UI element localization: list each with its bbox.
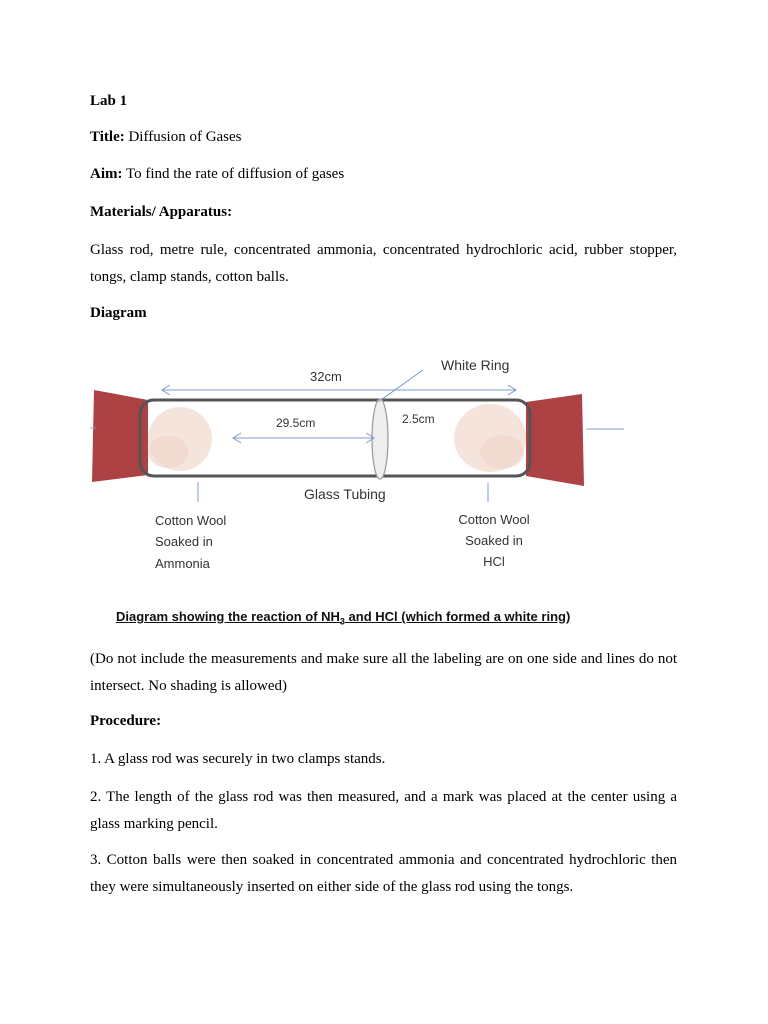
procedure-step-2: 2. The length of the glass rod was then measured, and a mark was placed at the center using a glass marking pencil. (90, 789, 677, 832)
aim-value: To find the rate of diffusion of gases (122, 166, 345, 182)
diagram-note: (Do not include the measurements and make sure all the labeling are on one side and lines do not intersect. No shading is allowed) (90, 651, 677, 694)
diagram-heading: Diagram (90, 305, 147, 321)
left-cotton-wool-shade (148, 436, 188, 468)
left-distance-label: 29.5cm (276, 416, 316, 430)
left-wool-label-3: Ammonia (155, 556, 210, 571)
caption-subscript: 3 (339, 616, 345, 627)
materials-text: Glass rod, metre rule, concentrated ammonia, concentrated hydrochloric acid, rubber stopper, tongs, clamp stands, cotton balls. (90, 242, 677, 285)
materials-heading: Materials/ Apparatus: (90, 204, 233, 220)
procedure-step-3: 3. Cotton balls were then soaked in concentrated ammonia and concentrated hydrochloric then they were simultaneously inserted on either side of the glass rod using the tongs. (90, 852, 677, 895)
white-ring-pointer (378, 370, 423, 402)
glass-tubing-label: Glass Tubing (304, 486, 386, 502)
right-distance-label: 2.5cm (402, 412, 435, 426)
right-wool-label-2: Soaked in (465, 533, 523, 548)
right-cotton-wool-shade (480, 435, 524, 469)
caption-text-before: Diagram showing the reaction of NH (116, 609, 340, 624)
left-wool-label-1: Cotton Wool (155, 513, 227, 528)
left-wool-label-2: Soaked in (155, 534, 213, 549)
total-length-label: 32cm (310, 369, 342, 384)
lab-number: Lab 1 (90, 93, 128, 109)
diffusion-diagram (88, 340, 628, 580)
right-wool-label-1: Cotton Wool (458, 512, 530, 527)
procedure-step-1: 1. A glass rod was securely in two clamps stands. (90, 751, 386, 767)
aim-label: Aim: (90, 166, 123, 182)
title-label: Title: (90, 129, 125, 145)
title-line (90, 129, 242, 146)
procedure-heading: Procedure: (90, 713, 162, 729)
white-ring-label: White Ring (441, 357, 510, 373)
caption-text-after: and HCl (which formed a white ring) (344, 609, 571, 624)
diagram-caption (116, 609, 570, 627)
right-stopper (526, 394, 584, 486)
white-ring (372, 399, 388, 479)
right-wool-label-3: HCl (483, 554, 505, 569)
title-value: Diffusion of Gases (124, 129, 242, 145)
aim-line (90, 166, 344, 183)
